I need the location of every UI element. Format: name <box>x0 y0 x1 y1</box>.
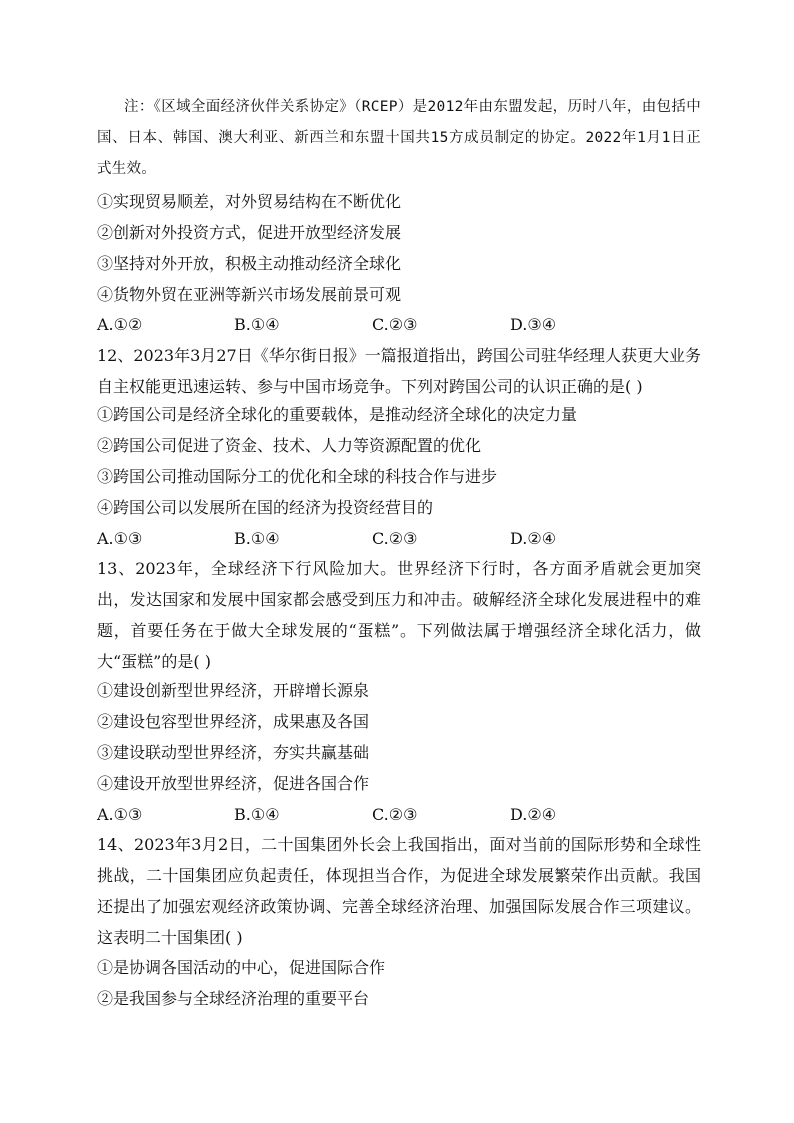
q13-item-3: ③建设联动型世界经济，夯实共赢基础 <box>97 743 370 762</box>
q11-item-1: ①实现贸易顺差，对外贸易结构在不断优化 <box>97 192 402 211</box>
q14-stem: 14、2023年3月2日，二十国集团外长会上我国指出，面对当前的国际形势和全球性挑战，二十国集团应负起责任，体现担当合作，为促进全球发展繁荣作出贡献。我国还提出了加强宏观经济政策协调、完善全球经济治理、加强国际发展合作三项建议。这表明二十国集团( ) <box>97 835 701 947</box>
q12-option-c[interactable]: C.②③ <box>372 529 418 548</box>
q13-option-a[interactable]: A.①③ <box>97 805 143 824</box>
q13-option-b[interactable]: B.①④ <box>234 805 280 824</box>
q12-item-3: ③跨国公司推动国际分工的优化和全球的科技合作与进步 <box>97 467 498 486</box>
q11-option-b[interactable]: B.①④ <box>234 315 280 334</box>
q14-stem-block <box>97 829 701 953</box>
q12-item-1: ①跨国公司是经济全球化的重要载体，是推动经济全球化的决定力量 <box>97 405 578 424</box>
q13-item-4: ④建设开放型世界经济，促进各国合作 <box>97 774 370 793</box>
q11-option-d[interactable]: D.③④ <box>510 315 557 334</box>
q11-option-c[interactable]: C.②③ <box>372 315 418 334</box>
q12-stem: 12、2023年3月27日《华尔街日报》一篇报道指出，跨国公司驻华经理人获更大业务自主权能更迅速运转、参与中国市场竞争。下列对跨国公司的认识正确的是( ) <box>97 346 701 396</box>
q12-option-d[interactable]: D.②④ <box>510 529 557 548</box>
q11-item-2: ②创新对外投资方式，促进开放型经济发展 <box>97 223 402 242</box>
q14-item-2: ②是我国参与全球经济治理的重要平台 <box>97 989 370 1008</box>
q12-item-4: ④跨国公司以发展所在国的经济为投资经营目的 <box>97 498 434 517</box>
q13-item-2: ②建设包容型世界经济，成果惠及各国 <box>97 712 370 731</box>
q12-option-b[interactable]: B.①④ <box>234 529 280 548</box>
q11-item-3: ③坚持对外开放，积极主动推动经济全球化 <box>97 254 402 273</box>
q13-option-c[interactable]: C.②③ <box>372 805 418 824</box>
q11-item-4: ④货物外贸在亚洲等新兴市场发展前景可观 <box>97 285 402 304</box>
q13-stem: 13、2023年，全球经济下行风险加大。世界经济下行时，各方面矛盾就会更加突出，发达国家和发展中国家都会感受到压力和冲击。破解经济全球化发展进程中的难题，首要任务在于做大全球发展的“蛋糕”。下列做法属于增强经济全球化活力，做大“蛋糕”的是( ) <box>97 559 701 671</box>
q12-option-a[interactable]: A.①③ <box>97 529 143 548</box>
q11-option-a[interactable]: A.①② <box>97 315 143 334</box>
rcep-note <box>97 92 701 185</box>
q13-item-1: ①建设创新型世界经济，开辟增长源泉 <box>97 681 370 700</box>
note-text: 注：《区域全面经济伙伴关系协定》（RCEP）是2012年由东盟发起，历时八年，由包括中国、日本、韩国、澳大利亚、新西兰和东盟十国共15方成员制定的协定。2022年1月1日正式生效。 <box>97 99 701 177</box>
q14-item-1: ①是协调各国活动的中心，促进国际合作 <box>97 958 386 977</box>
q13-option-d[interactable]: D.②④ <box>510 805 557 824</box>
q13-stem-block <box>97 553 701 677</box>
q12-stem-block <box>97 340 701 402</box>
q12-item-2: ②跨国公司促进了资金、技术、人力等资源配置的优化 <box>97 436 482 455</box>
